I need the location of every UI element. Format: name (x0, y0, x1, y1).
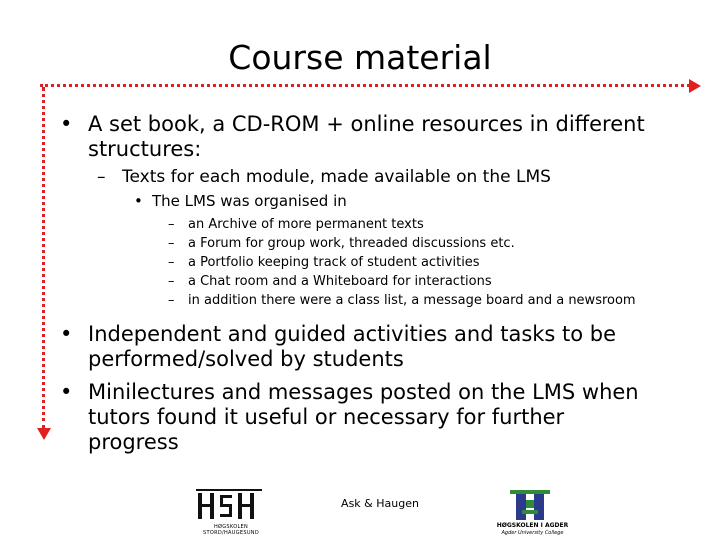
slide-title: Course material (228, 38, 492, 77)
bullet-2-line-1: Independent and guided activities and tasks to be (88, 322, 617, 346)
bullet-1-line-1: A set book, a CD-ROM + online resources in different (88, 112, 645, 136)
hia-logo-text: HØGSKOLEN I AGDER (496, 522, 569, 529)
sub-bullet-text: Texts for each module, made available on the LMS (122, 167, 551, 187)
bullet-3-line-2: tutors found it useful or necessary for further (88, 405, 565, 429)
footer-author: Ask & Haugen (341, 497, 419, 510)
hia-logo-subtext: Agder University College (501, 530, 564, 536)
hsh-logo-text: HØGSKOLEN STORD/HAUGESUND (203, 524, 259, 536)
bullet-1-line-2: structures: (88, 137, 202, 161)
subsub-bullet-text: The LMS was organised in (152, 192, 347, 210)
bullet-icon: • (60, 380, 73, 404)
dash-icon: – (168, 293, 175, 308)
dash-icon: – (168, 255, 175, 270)
bullet-3-line-1: Minilectures and messages posted on the LMS when (88, 380, 639, 404)
bullet-icon: • (60, 322, 73, 346)
lms-item: in addition there were a class list, a message board and a newsroom (188, 293, 636, 308)
dash-icon: – (97, 167, 106, 187)
dash-icon: – (168, 236, 175, 251)
horizontal-dotted-arrow-line (40, 84, 695, 87)
arrow-down-icon (37, 428, 51, 440)
vertical-dotted-arrow-line (42, 87, 45, 429)
hia-logo (480, 490, 580, 522)
bullet-2-line-2: performed/solved by students (88, 347, 404, 371)
dash-icon: – (168, 274, 175, 289)
lms-item: a Chat room and a Whiteboard for interactions (188, 274, 492, 289)
lms-item: a Forum for group work, threaded discussions etc. (188, 236, 515, 251)
arrow-right-icon (689, 79, 701, 93)
bullet-3-line-3: progress (88, 430, 179, 454)
lms-item: an Archive of more permanent texts (188, 217, 424, 232)
lms-item: a Portfolio keeping track of student activities (188, 255, 480, 270)
hsh-logo (196, 487, 266, 523)
bullet-icon: • (134, 192, 143, 210)
bullet-icon: • (60, 112, 73, 136)
dash-icon: – (168, 217, 175, 232)
